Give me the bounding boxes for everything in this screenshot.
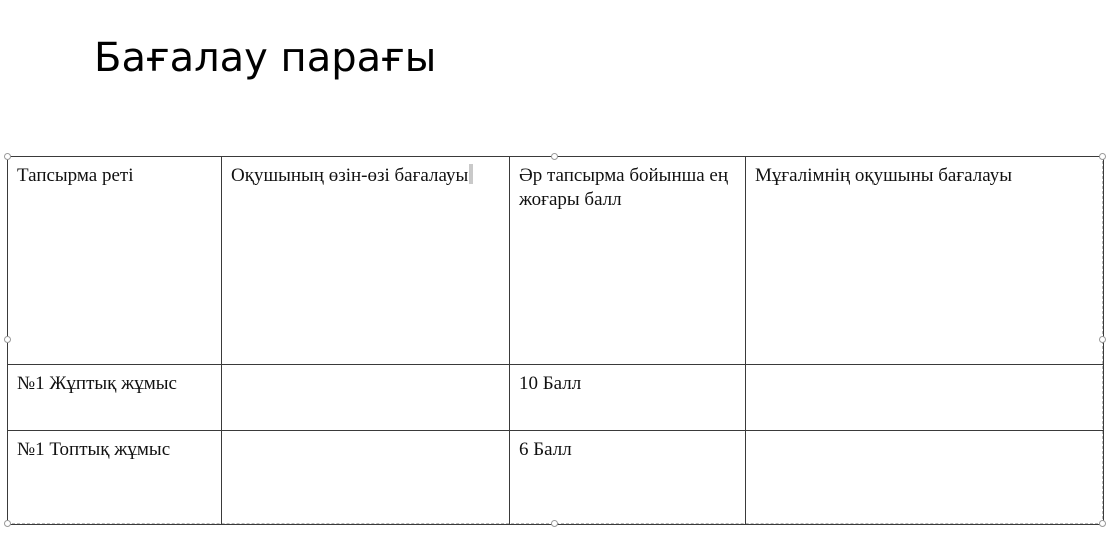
header-cell-self-assessment-text: Оқушының өзін-өзі бағалауы bbox=[231, 165, 469, 186]
table-cell-self-assessment[interactable] bbox=[222, 431, 510, 525]
resize-handle-bottom-left[interactable] bbox=[4, 520, 11, 527]
resize-handle-bottom-center[interactable] bbox=[551, 520, 558, 527]
table-row bbox=[8, 365, 1104, 431]
table-cell-self-assessment[interactable] bbox=[222, 365, 510, 431]
table-cell-teacher-assessment[interactable] bbox=[746, 365, 1104, 431]
header-cell-max-score[interactable]: Әр тапсырма бойынша ең жоғары балл bbox=[510, 157, 746, 365]
table-cell-task[interactable]: №1 Топтық жұмыс bbox=[8, 431, 222, 525]
resize-handle-bottom-right[interactable] bbox=[1099, 520, 1106, 527]
table-header-row bbox=[8, 157, 1104, 365]
table-cell-teacher-assessment[interactable] bbox=[746, 431, 1104, 525]
header-cell-self-assessment[interactable] bbox=[222, 157, 510, 365]
header-cell-teacher-assessment[interactable]: Мұғалімнің оқушыны бағалауы bbox=[746, 157, 1104, 365]
table-cell-max-score[interactable]: 6 Балл bbox=[510, 431, 746, 525]
resize-handle-middle-right[interactable] bbox=[1099, 336, 1106, 343]
header-cell-task-order[interactable]: Тапсырма реті bbox=[8, 157, 222, 365]
table-cell-task[interactable]: №1 Жұптық жұмыс bbox=[8, 365, 222, 431]
resize-handle-middle-left[interactable] bbox=[4, 336, 11, 343]
assessment-table[interactable] bbox=[7, 156, 1104, 525]
resize-handle-top-right[interactable] bbox=[1099, 153, 1106, 160]
table-cell-max-score[interactable]: 10 Балл bbox=[510, 365, 746, 431]
slide-title: Бағалау парағы bbox=[94, 35, 437, 81]
resize-handle-top-left[interactable] bbox=[4, 153, 11, 160]
text-cursor bbox=[469, 164, 473, 184]
resize-handle-top-center[interactable] bbox=[551, 153, 558, 160]
table-row bbox=[8, 431, 1104, 525]
